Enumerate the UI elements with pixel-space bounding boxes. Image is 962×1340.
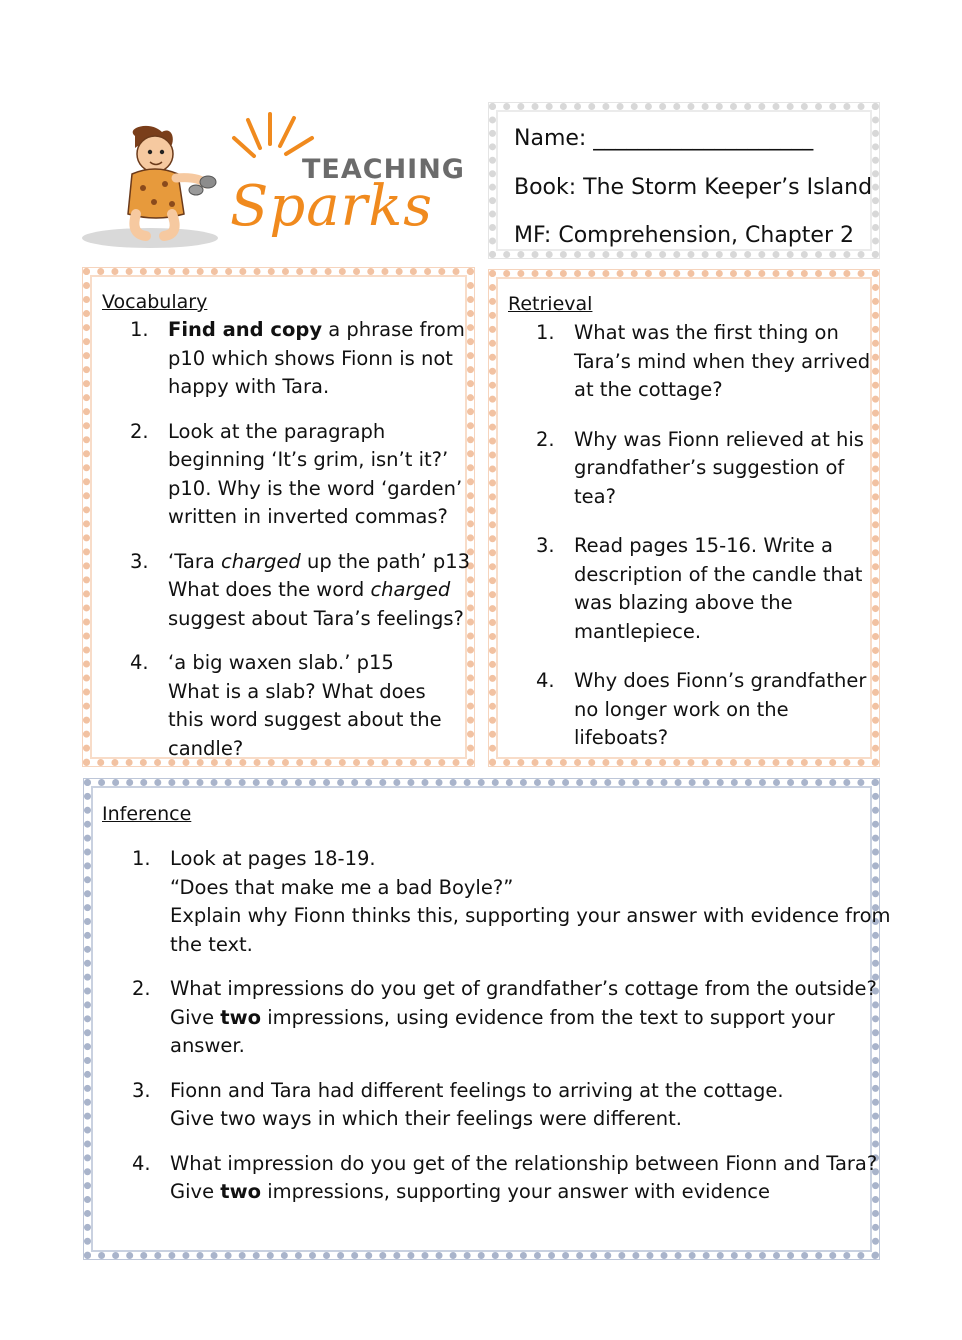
book-title: Book: The Storm Keeper’s Island [514, 175, 873, 200]
retrieval-question [536, 319, 876, 405]
question-text-line [170, 1105, 877, 1134]
vocabulary-question [130, 548, 470, 634]
inference-question [132, 1077, 877, 1134]
question-text-line: grandfather’s suggestion of [574, 456, 845, 479]
retrieval-question [536, 532, 876, 646]
italic-emphasis: charged [370, 578, 451, 601]
text-segment: Look at pages 18-19. [170, 847, 376, 870]
name-field[interactable]: Name: ____________________ [514, 126, 814, 151]
text-segment: up the path’ p13 [300, 549, 471, 573]
text-segment: ‘a big waxen slab.’ p15 [168, 651, 394, 674]
bold-emphasis: Find and copy [168, 318, 323, 341]
inference-question [132, 975, 877, 1061]
question-text-line [168, 678, 470, 707]
question-text-line [168, 503, 470, 532]
vocabulary-question [130, 649, 470, 763]
question-text-line [170, 874, 877, 903]
question-text-line [168, 576, 470, 605]
question-text-line [170, 1150, 877, 1179]
text-segment: “Does that make me a bad Boyle?” [170, 875, 514, 899]
text-segment: suggest about Tara’s feelings? [168, 606, 464, 630]
question-text-line [168, 446, 470, 475]
question-text-line: What was the first thing on [574, 321, 839, 344]
question-text-line: at the cottage? [574, 378, 723, 401]
inference-box [84, 779, 891, 1259]
bold-emphasis: two [220, 1005, 261, 1029]
question-text-line: description of the candle that [574, 562, 863, 586]
vocabulary-question [130, 316, 470, 402]
text-segment: ‘Tara [168, 549, 221, 573]
text-segment: impressions, supporting your answer with evidence [261, 1180, 771, 1203]
question-text-line [168, 345, 470, 374]
question-number: 4. [132, 1151, 151, 1175]
text-segment: this word suggest about the [168, 708, 442, 731]
text-segment: the text. [170, 932, 253, 956]
question-text-line [168, 649, 470, 678]
text-segment: Give [170, 1180, 221, 1203]
question-text-line: lifeboats? [574, 726, 669, 749]
question-text-line [168, 373, 470, 402]
retrieval-question [536, 426, 876, 512]
question-number: 4. [130, 651, 149, 674]
caveman-mascot-icon [80, 118, 230, 258]
mf-label: MF: Comprehension, Chapter 2 [514, 223, 854, 248]
question-number: 4. [536, 669, 555, 692]
question-number: 1. [130, 318, 149, 341]
text-segment: p10 which shows Fionn is not [168, 346, 453, 370]
question-text-line [170, 1077, 877, 1106]
question-number: 2. [130, 419, 149, 443]
question-text-line: tea? [574, 484, 616, 508]
text-segment: What impression do you get of the relationship between Fionn and Tara? [170, 1151, 878, 1175]
text-segment: Give [170, 1005, 221, 1029]
bold-emphasis: two [220, 1180, 261, 1203]
inference-title: Inference [102, 803, 192, 825]
retrieval-question [536, 667, 876, 753]
question-text-line [170, 845, 877, 874]
text-segment: candle? [168, 736, 244, 760]
question-text-line [168, 316, 470, 345]
question-number: 2. [132, 977, 151, 1000]
question-text-line [168, 706, 470, 735]
question-text-line [168, 735, 470, 764]
text-segment: a phrase from [322, 318, 465, 341]
vocabulary-questions [130, 316, 470, 763]
question-text-line: Read pages 15-16. Write a [574, 534, 833, 557]
question-number: 2. [536, 427, 555, 451]
question-text-line [170, 1004, 877, 1033]
question-text-line [168, 418, 470, 447]
logo-sparks-text: Sparks [230, 174, 434, 239]
retrieval-box [489, 270, 879, 766]
retrieval-title: Retrieval [508, 293, 593, 315]
question-text-line [170, 902, 891, 931]
retrieval-questions [536, 319, 876, 753]
question-text-line [170, 1032, 877, 1061]
question-number: 3. [132, 1078, 151, 1102]
question-number: 1. [132, 847, 151, 870]
text-segment: impressions, using evidence from the text to support your [261, 1005, 835, 1029]
vocabulary-question [130, 418, 470, 532]
vocabulary-title: Vocabulary [102, 291, 208, 313]
question-text-line: Why was Fionn relieved at his [574, 427, 864, 451]
text-segment: beginning ‘It’s grim, isn’t it?’ [168, 448, 449, 471]
inference-question [132, 845, 891, 959]
inference-questions [132, 845, 891, 1207]
question-text-line: Why does Fionn’s grandfather [574, 669, 867, 692]
logo-teaching-text: TEACHING [302, 154, 465, 185]
question-text-line [168, 548, 470, 577]
question-text-line [168, 475, 470, 504]
text-segment: happy with Tara. [168, 375, 330, 398]
question-text-line [168, 605, 470, 634]
question-text-line: Tara’s mind when they arrived [574, 349, 871, 373]
question-text-line: no longer work on the [574, 697, 789, 721]
question-text-line [170, 1178, 877, 1207]
text-segment: p10. Why is the word ‘garden’ [168, 476, 463, 500]
question-text-line: was blazing above the [574, 591, 793, 614]
student-info-box [489, 103, 879, 258]
question-number: 1. [536, 321, 555, 344]
question-text-line [170, 975, 877, 1004]
text-segment: What impressions do you get of grandfather’s cottage from the outside? [170, 977, 877, 1000]
vocabulary-box [83, 268, 474, 766]
question-text-line [170, 931, 877, 960]
text-segment: Explain why Fionn thinks this, supporting your answer with evidence from [170, 904, 891, 927]
inference-question [132, 1150, 877, 1207]
text-segment: What is a slab? What does [168, 679, 426, 703]
text-segment: Fionn and Tara had different feelings to arriving at the cottage. [170, 1078, 784, 1102]
teaching-sparks-logo [80, 108, 465, 258]
text-segment: What does the word [168, 578, 371, 601]
question-number: 3. [536, 534, 555, 557]
question-text-line: mantlepiece. [574, 619, 702, 643]
text-segment: Look at the paragraph [168, 419, 386, 443]
text-segment: answer. [170, 1034, 245, 1057]
italic-emphasis: charged [221, 549, 301, 573]
text-segment: Give two ways in which their feelings were different. [170, 1107, 682, 1130]
text-segment: written in inverted commas? [168, 505, 448, 528]
question-number: 3. [130, 549, 149, 573]
